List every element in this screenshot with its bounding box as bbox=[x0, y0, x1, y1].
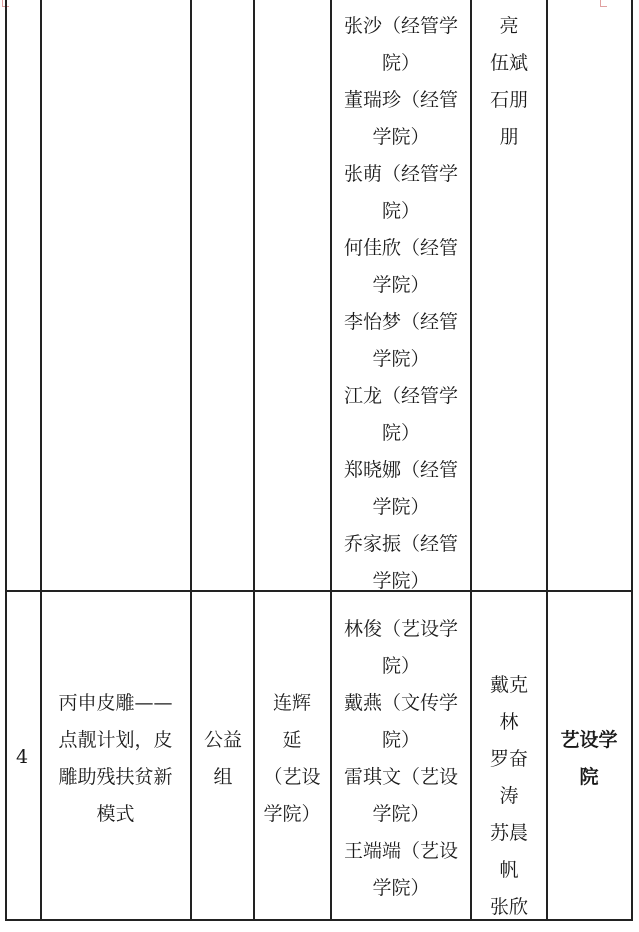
member-line: 张沙（经管学 bbox=[343, 15, 458, 37]
member-line: 学院） bbox=[372, 126, 430, 148]
member-line: 王端端（艺设 bbox=[343, 840, 458, 862]
member-line: 院） bbox=[381, 422, 420, 444]
member-line: 董瑞珍（经管 bbox=[343, 89, 458, 111]
members-cell bbox=[333, 611, 469, 907]
member-line: 院） bbox=[381, 655, 420, 677]
advisors-cell-prev bbox=[473, 8, 545, 156]
member-line: 学院） bbox=[372, 803, 430, 825]
member-line: 学院） bbox=[372, 570, 430, 592]
advisor-line: 林 bbox=[499, 711, 519, 733]
member-line: 院） bbox=[381, 52, 420, 74]
project-line: 雕助残扶贫新 bbox=[58, 766, 173, 788]
member-line: 戴燕（文传学 bbox=[343, 692, 458, 714]
group-line: 公益 bbox=[203, 729, 242, 751]
member-line: 学院） bbox=[372, 348, 430, 370]
member-line: 学院） bbox=[372, 496, 430, 518]
advisor-line: 朋 bbox=[499, 126, 519, 148]
group-cell bbox=[193, 722, 253, 796]
member-line: 院） bbox=[381, 200, 420, 222]
college-line: 院 bbox=[579, 766, 599, 788]
member-line: 雷琪文（艺设 bbox=[343, 766, 458, 788]
member-line: 江龙（经管学 bbox=[343, 385, 458, 407]
college-line: 艺设学 bbox=[560, 729, 618, 751]
leader-cell bbox=[256, 685, 328, 833]
member-line: 张萌（经管学 bbox=[343, 163, 458, 185]
row-index: 4 bbox=[15, 746, 29, 768]
member-line: 林俊（艺设学 bbox=[343, 618, 458, 640]
college-cell bbox=[549, 722, 629, 796]
advisor-line: 亮 bbox=[499, 15, 519, 37]
corner-mark-right bbox=[600, 0, 607, 7]
project-title-cell bbox=[43, 685, 188, 833]
advisor-line: 张欣 bbox=[489, 896, 528, 918]
advisor-line: 石朋 bbox=[489, 89, 528, 111]
project-line: 丙申皮雕—— bbox=[58, 692, 173, 714]
group-line: 组 bbox=[213, 766, 233, 788]
project-line: 模式 bbox=[96, 803, 135, 825]
advisor-line: 帆 bbox=[499, 859, 519, 881]
member-line: 院） bbox=[381, 729, 420, 751]
member-line: 何佳欣（经管 bbox=[343, 237, 458, 259]
project-line: 点靓计划，皮 bbox=[58, 729, 173, 751]
advisor-line: 戴克 bbox=[489, 674, 528, 696]
member-line: 李怡梦（经管 bbox=[343, 311, 458, 333]
leader-line: （艺设 bbox=[263, 766, 321, 788]
members-cell-prev bbox=[333, 8, 469, 600]
advisor-line: 苏晨 bbox=[489, 822, 528, 844]
member-line: 学院） bbox=[372, 877, 430, 899]
advisor-line: 涛 bbox=[499, 785, 519, 807]
leader-line: 连辉 bbox=[272, 692, 311, 714]
leader-line: 延 bbox=[282, 729, 302, 751]
advisor-line: 罗奋 bbox=[489, 748, 528, 770]
member-line: 郑晓娜（经管 bbox=[343, 459, 458, 481]
leader-line: 学院） bbox=[263, 803, 321, 825]
member-line: 乔家振（经管 bbox=[343, 533, 458, 555]
member-line: 学院） bbox=[372, 274, 430, 296]
advisors-cell bbox=[473, 667, 545, 926]
advisor-line: 伍斌 bbox=[489, 52, 528, 74]
